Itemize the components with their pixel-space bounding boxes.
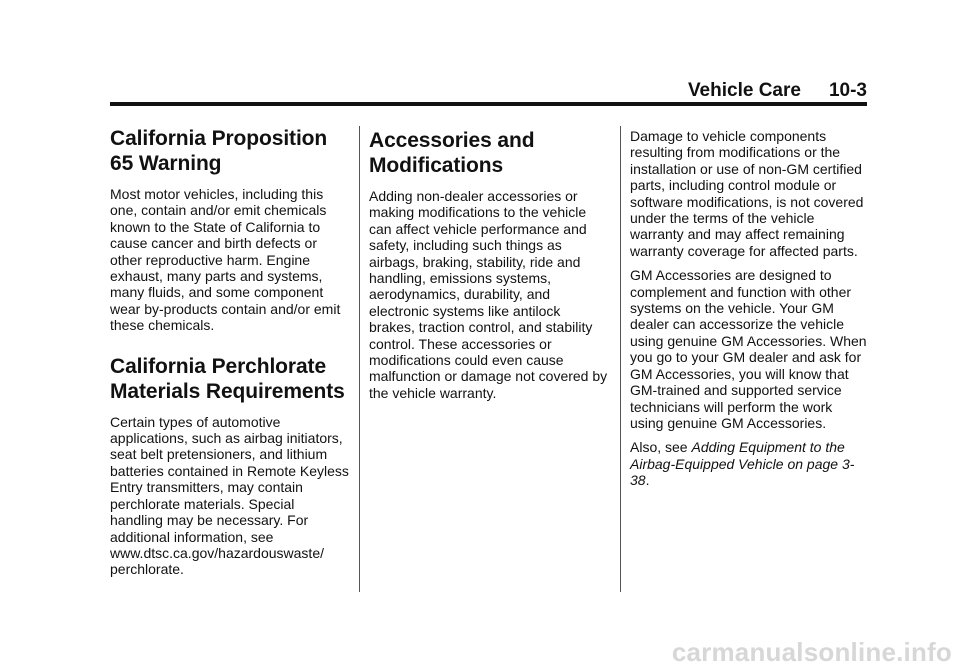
header-rule [110, 102, 867, 106]
damage-paragraph: Damage to vehicle components resulting from modifications or the installation or use of non-GM certified parts, including control module or software modifications, is not covered under the terms of the vehicle warranty and may affect remaining warranty coverage for affected parts. [630, 128, 864, 259]
perchlorate-paragraph: Certain types of automotive applications, such as airbag initiators, seat belt pretensioners, and lithium batteries contained in Remote Keyless Entry transmitters, may contain perchlorate materials. Special handling may be necessary. For additional information, see www.dtsc.ca.gov/hazardouswaste/ perchlorate. [110, 413, 349, 578]
heading-prop65-line2: 65 Warning [110, 152, 222, 175]
heading-perchlorate-line2: Materials Requirements [110, 379, 345, 403]
gm-accessories-paragraph: GM Accessories are designed to complement and function with other systems on the vehicle. Your GM dealer can accessorize the vehicle using genuine GM Accessories. When you go to your GM dealer and ask for GM Accessories, you will know that GM-trained and supported service technicians will perform the work using genuine GM Accessories. [630, 267, 867, 431]
column-divider-2 [620, 126, 621, 592]
see-also-prefix: Also, see [630, 439, 692, 456]
cross-reference-link[interactable]: Adding Equipment to the Airbag-Equipped Vehicle on page 3-38 [630, 439, 855, 489]
heading-prop65-line1: California Proposition [110, 127, 328, 150]
watermark: carmanualsonline.info [671, 637, 952, 667]
header-page-number: 10-3 [828, 80, 867, 101]
column-divider-1 [359, 126, 360, 592]
column-3 [630, 126, 868, 497]
heading-perchlorate-line1: California Perchlorate [110, 354, 327, 378]
header-section-title: Vehicle Care [687, 80, 801, 101]
heading-accessories-line1: Accessories and [369, 129, 535, 152]
accessories-paragraph: Adding non-dealer accessories or making modifications to the vehicle can affect vehicle performance and safety, including such things as airbags, braking, stability, ride and handling, emissions systems, aerodynamics, durability, and electronic systems like antilock brakes, traction control, and stability control. These accessories or modifications could even cause malfunction or damage not covered by the vehicle warranty. [369, 188, 608, 401]
heading-accessories-line2: Modifications [369, 154, 504, 177]
heading-prop65 [110, 126, 350, 176]
column-2 [369, 126, 609, 409]
see-also-suffix: . [645, 472, 650, 489]
heading-accessories [369, 128, 609, 178]
heading-perchlorate [110, 354, 350, 404]
column-1 [110, 126, 350, 586]
see-also-paragraph [630, 439, 868, 488]
prop65-paragraph: Most motor vehicles, including this one, contain and/or emit chemicals known to the State of California to cause cancer and birth defects or other reproductive harm. Engine exhaust, many parts and systems, many fluids, and some component wear by-products contain and/or emit these chemicals. [110, 186, 341, 334]
